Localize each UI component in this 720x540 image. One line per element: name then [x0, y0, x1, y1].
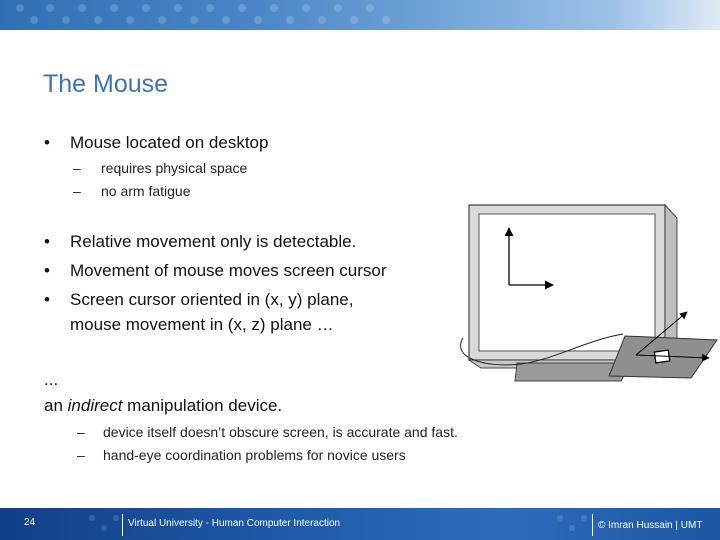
- bullet-text: Screen cursor oriented in (x, y) plane,: [70, 290, 354, 309]
- header-band: [0, 0, 720, 30]
- sub-bullet-text: hand-eye coordination problems for novice users: [103, 447, 406, 463]
- dash-marker: –: [73, 183, 81, 199]
- bullet-text: Movement of mouse moves screen cursor: [70, 261, 387, 280]
- indirect-statement: [44, 394, 282, 417]
- page-number: 24: [24, 517, 36, 528]
- indirect-prefix: an: [44, 396, 68, 415]
- footer-bar: [0, 508, 720, 540]
- footer-copyright: © Imran Hussain | UMT: [598, 520, 703, 531]
- footer-divider: [122, 514, 123, 536]
- sub-bullet-text: no arm fatigue: [101, 183, 191, 199]
- mouse-monitor-illustration: [455, 200, 720, 390]
- sub-bullet-text: device itself doesn’t obscure screen, is accurate and fast.: [103, 424, 458, 440]
- sub-bullet-text: requires physical space: [101, 160, 248, 176]
- bullet-marker: •: [44, 261, 50, 280]
- indirect-emphasis: indirect: [67, 396, 123, 415]
- dash-marker: –: [73, 160, 81, 176]
- bullet-marker: •: [44, 232, 50, 251]
- header-pattern: [0, 0, 720, 30]
- footer-divider: [592, 514, 593, 536]
- footer-course: Virtual University - Human Computer Interaction: [128, 518, 341, 529]
- dash-marker: –: [77, 447, 85, 463]
- ellipsis-text: ...: [44, 370, 59, 389]
- bullet-text: Mouse located on desktop: [70, 133, 269, 152]
- bullet-text-continued: mouse movement in (x, z) plane …: [70, 315, 334, 334]
- slide-title: The Mouse: [43, 70, 169, 98]
- bullet-marker: •: [44, 290, 50, 309]
- indirect-suffix: manipulation device.: [122, 396, 283, 415]
- bullet-marker: •: [44, 133, 50, 152]
- bullet-text: Relative movement only is detectable.: [70, 232, 357, 251]
- dash-marker: –: [77, 424, 85, 440]
